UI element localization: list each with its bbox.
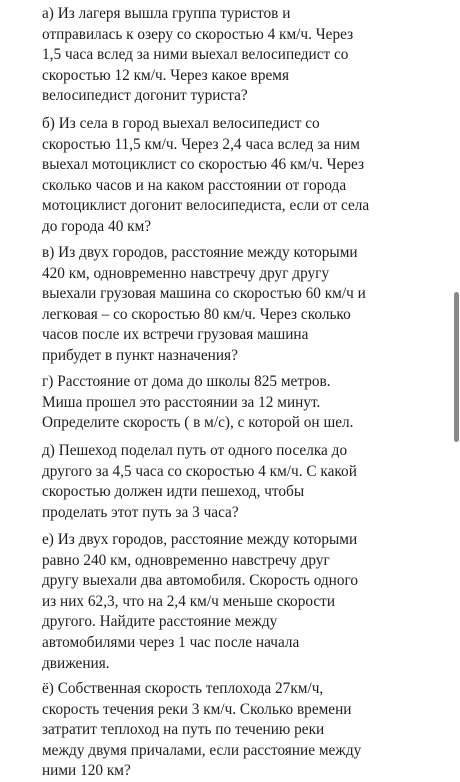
problem-g: г) Расстояние от дома до школы 825 метров. Миша прошел это расстоянии за 12 минут. Определите скорость ( в м/с), с которой он шел.	[42, 373, 354, 432]
problem-a: а) Из лагеря вышла группа туристов и отправилась к озеру со скоростью 4 км/ч. Через 1,5 часа вслед за ними выехал велосипедист со скоростью 12 км/ч. Через какое время велосипедист догонит туриста?	[42, 5, 354, 105]
scrollbar-thumb[interactable]	[454, 292, 459, 442]
problem-b: б) Из села в город выехал велосипедист со скоростью 11,5 км/ч. Через 2,4 часа вслед за ним выехал мотоциклист со скоростью 46 км/ч. Через сколько часов и на каком расстоянии от города мотоциклист догонит велосипедиста, если от села до города 40 км?	[42, 115, 370, 235]
problem-e: е) Из двух городов, расстояние между которыми равно 240 км, одновременно навстречу друг другу выехали два автомобиля. Скорость одного из них 62,3, что на 2,4 км/ч меньше скорости другого. Найдите расстояние между автомобилями через 1 час после начала движения.	[42, 531, 359, 672]
problem-yo: ё) Собственная скорость теплохода 27км/ч, скорость течения реки 3 км/ч. Сколько времени затратит теплоход на путь по течению реки между двумя причалами, если расстояние между ними 120 км?	[42, 680, 362, 780]
problem-d: д) Пешеход поделал путь от одного поселка до другого за 4,5 часа со скоростью 4 км/ч. С какой скоростью должен идти пешеход, чтобы проделать этот путь за 3 часа?	[42, 442, 357, 521]
problem-v: в) Из двух городов, расстояние между которыми 420 км, одновременно навстречу друг другу выехали грузовая машина со скоростью 60 км/ч и легковая – со скоростью 80 км/ч. Через сколько часов после их встречи грузовая машина прибудет в пункт назначения?	[42, 244, 366, 364]
